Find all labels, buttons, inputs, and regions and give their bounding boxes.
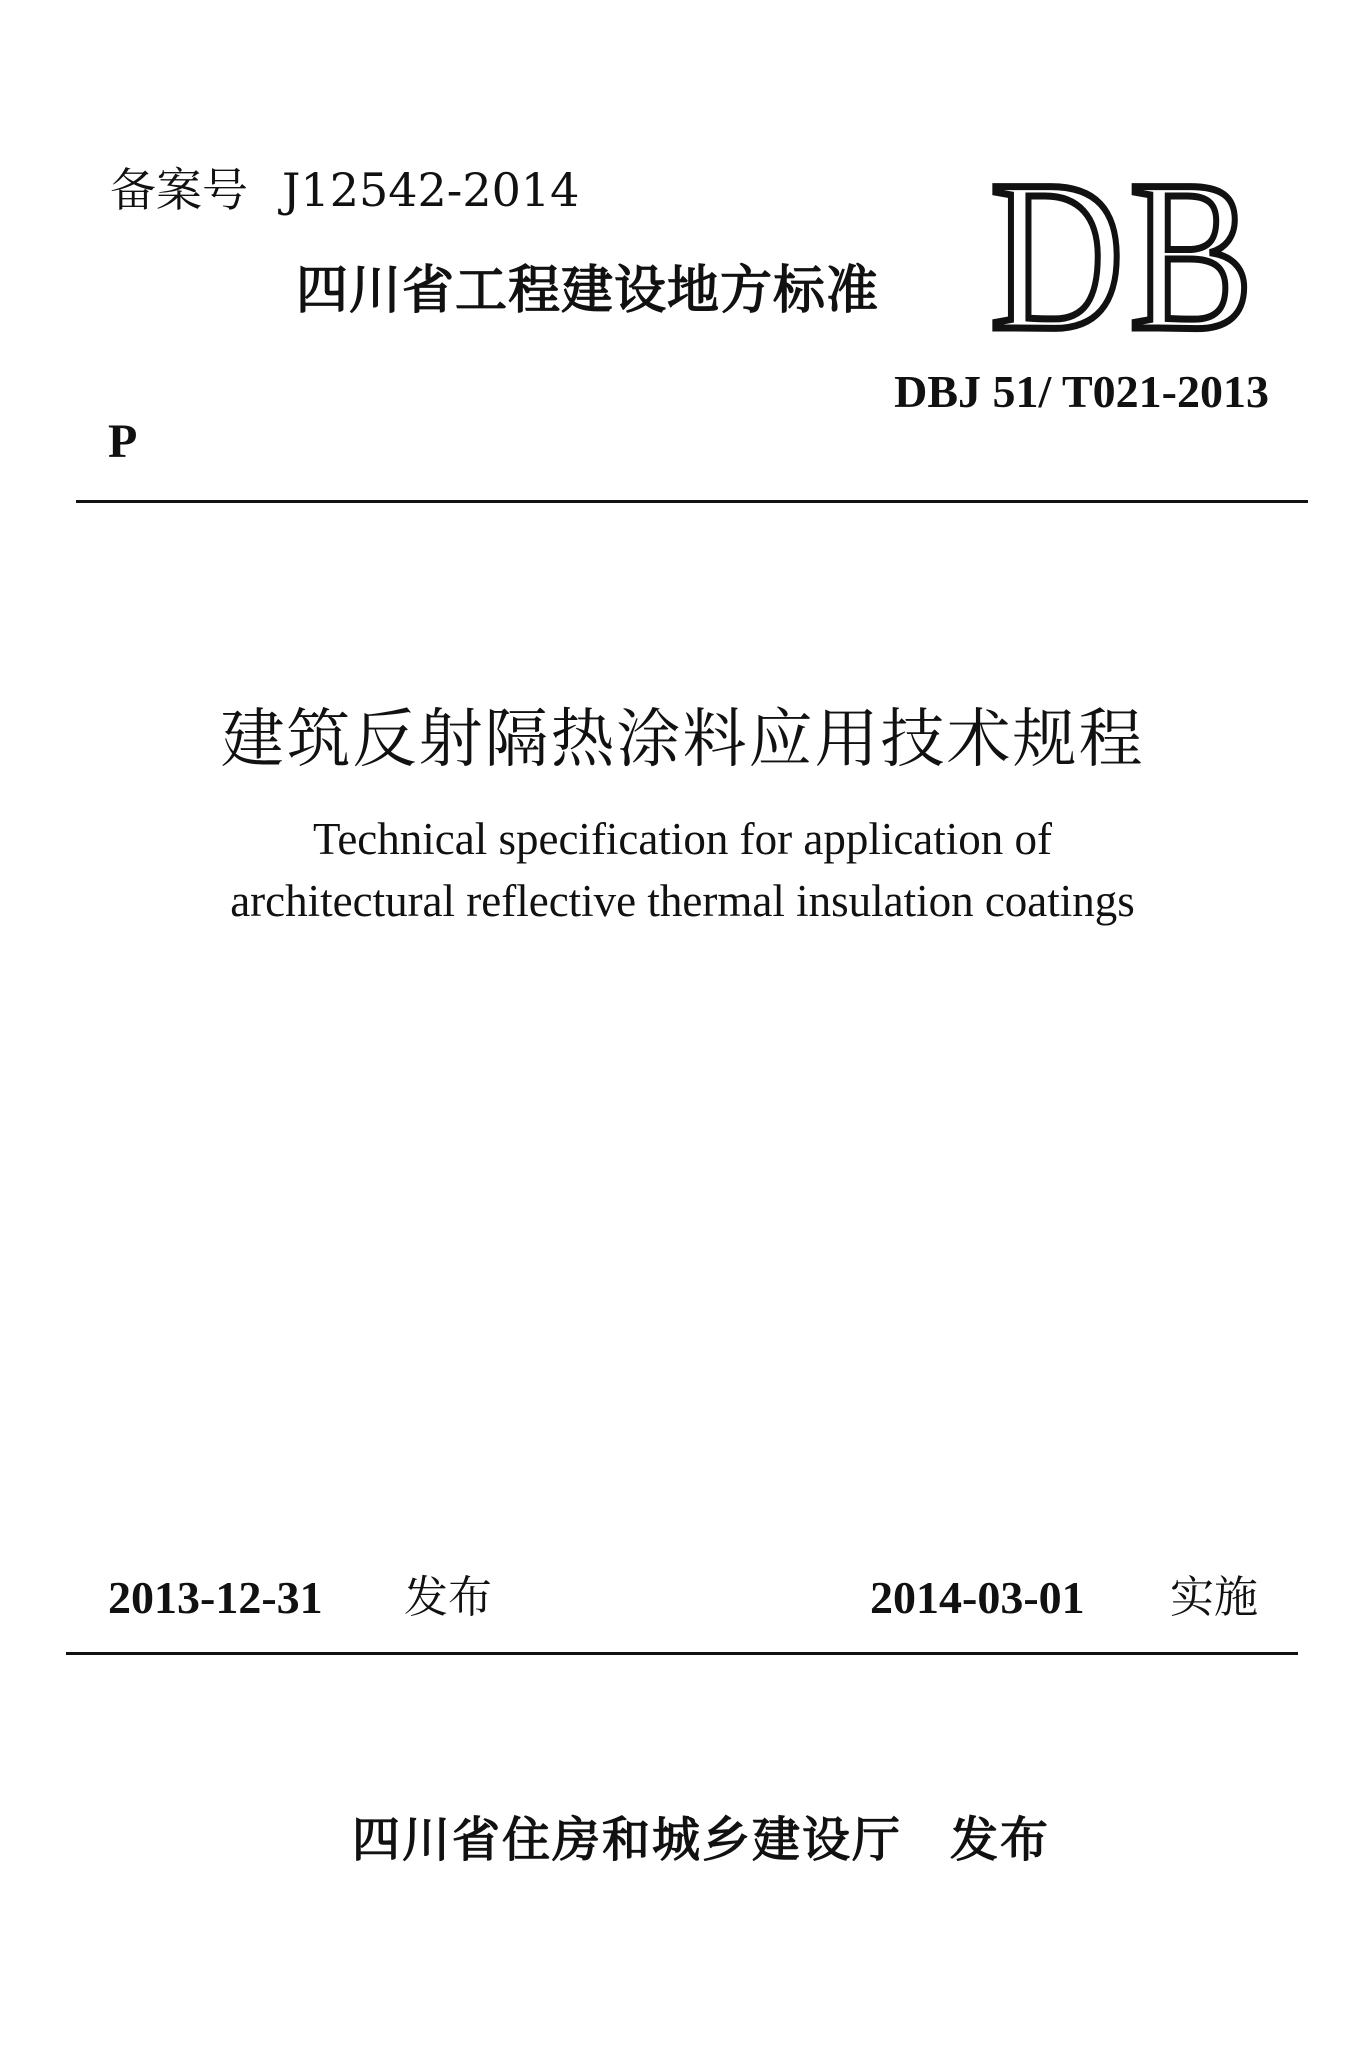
classification-code: P [108, 415, 138, 468]
top-divider [76, 500, 1308, 503]
title-english [0, 808, 1365, 932]
standard-type: 四川省工程建设地方标准 [296, 261, 880, 321]
title-english-line-2: architectural reflective thermal insulation coatings [230, 876, 1135, 926]
publisher-label: 发布 [950, 1812, 1051, 1868]
issue-label: 发布 [404, 1572, 492, 1623]
db-logo [990, 178, 1290, 338]
record-label: 备案号 [110, 163, 248, 217]
implement-label: 实施 [1170, 1572, 1258, 1623]
issue-date: 2013-12-31 [108, 1572, 323, 1623]
bottom-divider [66, 1652, 1298, 1655]
implement-date: 2014-03-01 [870, 1572, 1085, 1623]
title-english-line-1: Technical specification for application of [312, 814, 1053, 864]
record-number: J12542-2014 [282, 163, 580, 217]
db-logo-text: DB [990, 178, 1259, 338]
publisher: 四川省住房和城乡建设厅 [352, 1812, 903, 1868]
title-chinese: 建筑反射隔热涂料应用技术规程 [220, 703, 1145, 777]
record-number-line [110, 160, 579, 220]
standard-number: DBJ 51/ T021-2013 [894, 366, 1269, 417]
